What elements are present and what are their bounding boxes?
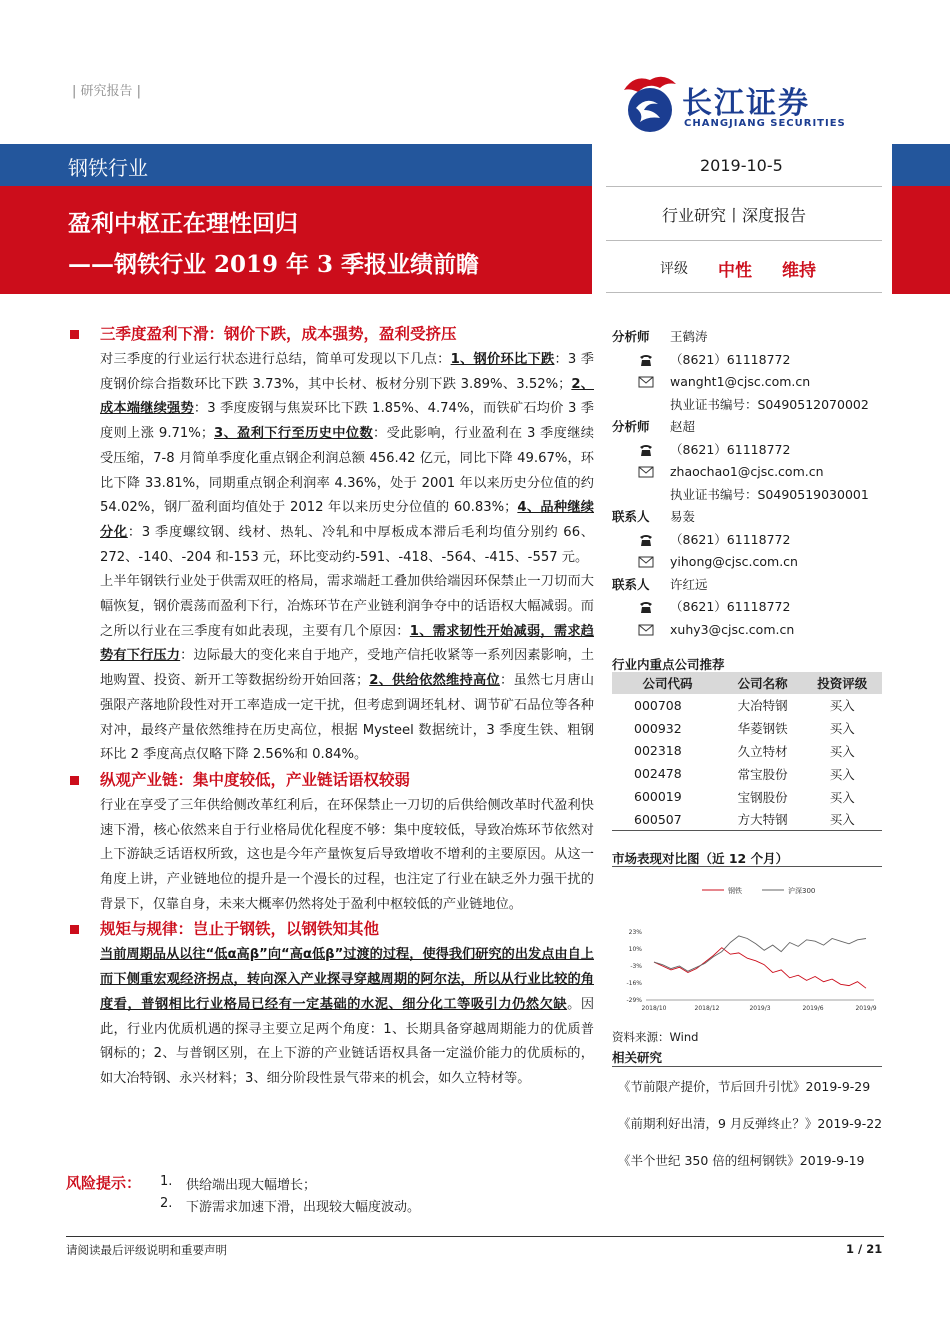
series-line-steel — [654, 948, 866, 989]
report-tag: | 研究报告 | — [72, 84, 142, 99]
table-cell: 买入 — [829, 721, 855, 737]
analyst-email-row — [612, 461, 892, 484]
analyst-phone: （8621）61118772 — [670, 599, 791, 614]
analyst-name-row — [612, 326, 892, 349]
related-report-link[interactable]: 《半个世纪 350 倍的纽柯钢铁》2019-9-19 — [618, 1153, 865, 1168]
analyst-cert: 执业证书编号：S0490512070002 — [670, 396, 869, 412]
table-cell: 000708 — [634, 697, 682, 713]
analyst-phone: （8621）61118772 — [670, 441, 791, 457]
analyst-cert-row — [612, 394, 892, 417]
analyst-email[interactable]: wanght1@cjsc.com.cn — [670, 374, 811, 389]
bullet-square-icon — [70, 925, 79, 934]
analyst-cert-row — [612, 484, 892, 507]
series-line-hs300 — [654, 936, 866, 971]
analyst-email[interactable]: zhaochao1@cjsc.com.cn — [670, 464, 824, 479]
paragraph: 对三季度的行业运行状态进行总结，简单可发现以下几点：1、钢价环比下跌：3 季度钢价综合指数环比下跌 3.73%，其中长材、板材分别下跌 3.89%、3.52%；2、成本端继续强势：3 季度废钢与焦炭环比下跌 1.85%、4.74%，而铁矿石均价 3 季度则上涨 9.71%；3、盈利下行至历史中位数：受此影响，行业盈利在 3 季度继续受压缩，7-8 月简单季度化重点钢企利润总额 456.42 亿元，同比下降 49.67%，环比下降 33.81%，同期重点钢企利润率 4.36%，处于 2001 年以来历史分位值的约 54.02%，钢厂盈利面均值处于 2012 年以来历史分位值的 60.83%；4、品种继续分化：3 季度螺纹钢、线材、热轧、冷轧和中厚板成本滞后毛利均值分别约 66、272、-140、-204 和-153 元，环比变动约-591、-418、-564、-415、-557 元。 — [100, 352, 594, 565]
risk-number: 2. — [160, 1196, 173, 1211]
table-header: 公司名称 — [723, 672, 803, 694]
footer-divider — [66, 1236, 884, 1237]
analyst-role: 联系人 — [612, 509, 650, 524]
changjiang-logo-icon — [618, 70, 682, 136]
table-cell: 002478 — [634, 766, 682, 782]
divider — [606, 292, 882, 293]
analyst-list — [612, 326, 892, 641]
page-number: 1 / 21 — [846, 1242, 883, 1256]
analyst-phone-row — [612, 596, 892, 619]
table-cell: 华菱钢铁 — [737, 721, 788, 737]
risk-text: 供给端出现大幅增长； — [186, 1178, 317, 1193]
table-row — [612, 717, 882, 740]
company-table-title: 行业内重点公司推荐 — [612, 657, 725, 672]
company-table — [612, 672, 882, 831]
y-tick-label: 10% — [628, 946, 642, 953]
risk-text: 下游需求加速下滑，出现较大幅度波动。 — [186, 1200, 421, 1215]
table-cell: 买入 — [829, 743, 855, 759]
table-cell: 600019 — [634, 789, 682, 805]
market-chart — [612, 870, 882, 1020]
section-heading: 规矩与规律：岂止于钢铁，以钢铁知其他 — [66, 917, 594, 941]
table-cell: 常宝股份 — [737, 766, 788, 782]
table-cell: 600507 — [612, 808, 723, 831]
analyst-email-row — [612, 619, 892, 642]
divider — [606, 240, 882, 241]
divider — [606, 186, 882, 187]
analyst-name: 王鹤涛 — [670, 329, 708, 344]
x-tick-label: 2019/9 — [855, 1005, 877, 1012]
report-date: 2019-10-5 — [700, 156, 783, 175]
divider — [612, 866, 882, 867]
analyst-phone: （8621）61118772 — [670, 531, 791, 547]
table-cell: 买入 — [829, 766, 855, 782]
x-tick-label: 2018/10 — [641, 1005, 667, 1012]
analyst-email[interactable]: xuhy3@cjsc.com.cn — [670, 621, 795, 637]
table-cell: 大冶特钢 — [737, 698, 788, 714]
report-subtitle: ——钢铁行业 2019 年 3 季报业绩前瞻 — [68, 251, 480, 278]
footer-disclaimer: 请阅读最后评级说明和重要声明 — [66, 1243, 227, 1257]
paragraph: 行业在享受了三年供给侧改革红利后，在环保禁止一刀切的后供给侧改革时代盈利快速下滑，核心依然来自于行业格局优化程度不够：集中度较低，导致冶炼环节依然对上下游缺乏话语权所致，这也是今年产量恢复后导致增收不增利的主要原因。从这一角度上讲，产业链地位的提升是一个漫长的过程，也注定了行业在缺乏外力强干扰的背景下，仅靠自身，未来大概率仍然将处于盈利中枢较低的产业链地位。 — [100, 797, 594, 912]
analyst-role: 分析师 — [612, 419, 650, 434]
rating-action: 维持 — [782, 261, 816, 281]
analyst-email-row — [612, 551, 892, 574]
table-header: 投资评级 — [802, 672, 882, 694]
rating-value: 中性 — [718, 261, 752, 281]
table-row — [612, 740, 882, 763]
report-type: 行业研究丨深度报告 — [662, 206, 807, 225]
chart-source: 资料来源：Wind — [612, 1030, 699, 1044]
y-tick-label: 23% — [628, 929, 642, 936]
analyst-name: 易轰 — [670, 509, 696, 524]
x-tick-label: 2019/3 — [749, 1005, 771, 1012]
analyst-role: 分析师 — [612, 329, 650, 344]
rating-label: 评级 — [660, 261, 688, 277]
analyst-name: 许红远 — [670, 576, 708, 592]
risk-label: 风险提示： — [66, 1174, 142, 1192]
paragraph: 上半年钢铁行业处于供需双旺的格局，需求端赶工叠加供给端因环保禁止一刀切而大幅恢复，钢价震荡而盈利下行，冶炼环节在产业链利润争夺中的话语权大幅减弱。而之所以行业在三季度有如此表现，主要有几个原因：1、需求韧性开始减弱，需求趋势有下行压力：边际最大的变化来自于地产，受地产信托收紧等一系列因素影响，土地购置、投资、新开工等数据纷纷开始回落；2、供给依然维持高位：虽然七月唐山强限产落地阶段性对开工率造成一定干扰，但考虑到调坯轧材、调节矿石品位等各种对冲，最终产量依然维持在历史高位，根据 Mysteel 数据统计，3 季度生铁、粗钢环比 2 季度高点仅略下降 2.56%和 0.84%。 — [100, 574, 595, 763]
bullet-square-icon — [70, 330, 79, 339]
main-content — [66, 322, 594, 1092]
risk-number: 1. — [160, 1174, 173, 1189]
report-title: 盈利中枢正在理性回归 — [68, 210, 298, 237]
analyst-phone-row — [612, 439, 892, 462]
table-cell: 久立特材 — [737, 743, 788, 759]
y-tick-label: -16% — [626, 980, 642, 987]
y-tick-label: -3% — [630, 963, 642, 970]
analyst-name-row — [612, 506, 892, 529]
table-header: 公司代码 — [612, 672, 723, 694]
analyst-email-row — [612, 371, 892, 394]
legend-label: 沪深300 — [788, 887, 816, 895]
table-cell: 买入 — [829, 698, 855, 714]
paragraph: 当前周期品从以往“低α高β”向“高α低β”过渡的过程，使得我们研究的出发点由自上而下侧重宏观经济拐点，转向深入产业探寻穿越周期的阿尔法，所以从行业比较的角度看，普钢相比行业格局已经有一定基础的水泥、细分化工等吸引力仍然欠缺。因此，行业内优质机遇的探寻主要立足两个角度：1、长期具备穿越周期能力的优质普钢标的；2、与普钢区别，在上下游的产业链话语权具备一定溢价能力的优质标的，如大冶特钢、永兴材料；3、细分阶段性景气带来的机会，如久立特材等。 — [100, 947, 595, 1086]
bullet-square-icon — [70, 776, 79, 785]
table-cell: 002318 — [634, 743, 682, 759]
divider — [612, 1066, 882, 1067]
table-cell: 000932 — [634, 720, 682, 736]
logo-english: CHANGJIANG SECURITIES — [684, 118, 846, 129]
analyst-name-row — [612, 574, 892, 597]
table-row — [612, 808, 882, 831]
x-tick-label: 2018/12 — [694, 1005, 720, 1012]
related-report-link[interactable]: 《前期利好出清，9 月反弹终止？》2019-9-22 — [618, 1116, 883, 1131]
related-report-link[interactable]: 《节前限产提价，节后回升引忧》2019-9-29 — [618, 1079, 871, 1094]
related-title: 相关研究 — [612, 1050, 663, 1065]
legend-label: 钢铁 — [728, 887, 742, 895]
table-row — [612, 694, 882, 717]
market-chart-title: 市场表现对比图（近 12 个月） — [612, 851, 789, 866]
analyst-phone-row — [612, 349, 892, 372]
table-row — [612, 762, 882, 785]
analyst-name: 赵超 — [670, 419, 696, 434]
table-cell: 宝钢股份 — [737, 789, 788, 805]
title-banner-right — [892, 186, 950, 294]
section-heading: 三季度盈利下滑：钢价下跌，成本强势，盈利受挤压 — [66, 322, 594, 346]
analyst-email[interactable]: yihong@cjsc.com.cn — [670, 554, 798, 569]
analyst-cert: 执业证书编号：S0490519030001 — [670, 486, 869, 502]
analyst-role: 联系人 — [612, 576, 650, 592]
table-cell: 方大特钢 — [723, 808, 803, 831]
section-heading: 纵观产业链：集中度较低，产业链话语权较弱 — [66, 768, 594, 792]
logo-text: 长江证券 — [682, 86, 810, 121]
analyst-phone: （8621）61118772 — [670, 351, 791, 367]
industry-name: 钢铁行业 — [68, 156, 148, 180]
analyst-phone-row — [612, 529, 892, 552]
x-tick-label: 2019/6 — [802, 1005, 824, 1012]
table-cell: 买入 — [802, 808, 882, 831]
table-row — [612, 785, 882, 808]
table-cell: 买入 — [829, 789, 855, 805]
industry-bar-right — [892, 144, 950, 186]
y-tick-label: -29% — [626, 997, 642, 1004]
analyst-name-row — [612, 416, 892, 439]
